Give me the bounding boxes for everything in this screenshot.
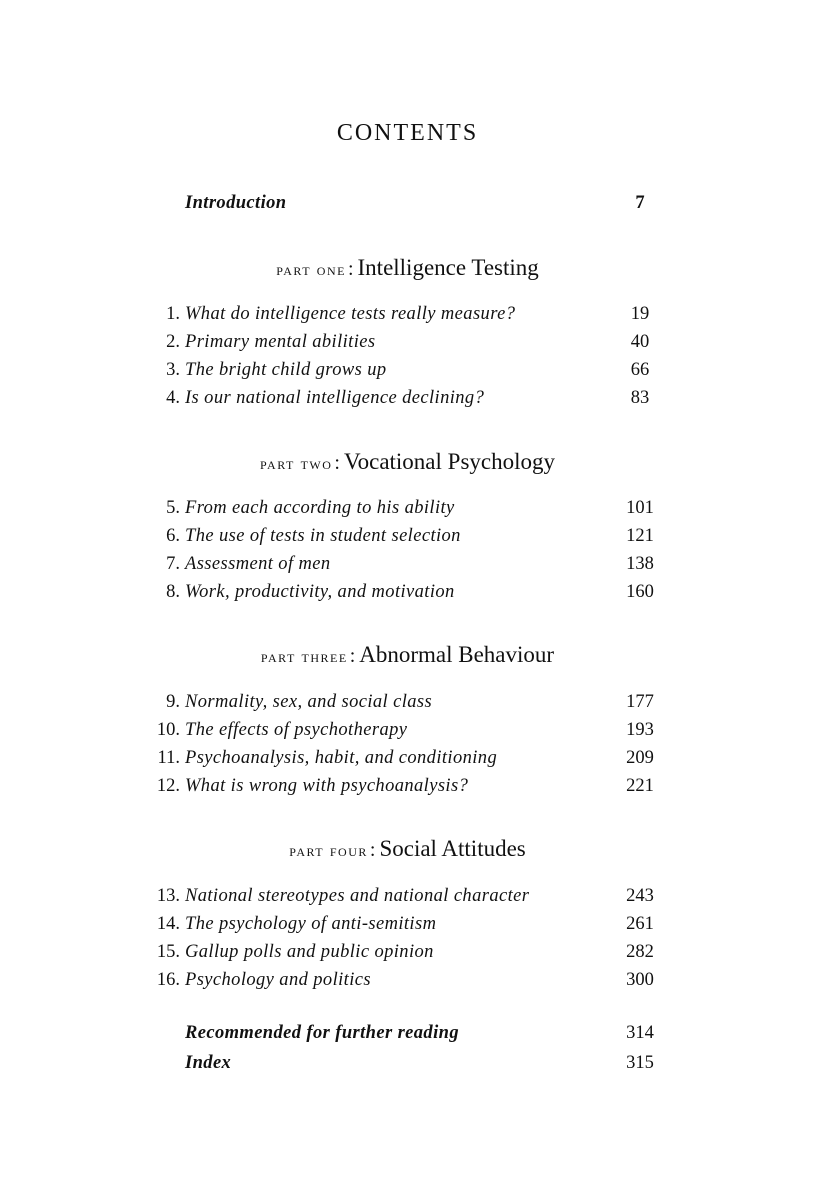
toc-entry[interactable] [0, 550, 840, 578]
chapter-title: Is our national intelligence declining? [185, 388, 485, 408]
entry-title: Recommended for further reading [185, 1023, 459, 1043]
toc-entry[interactable] [0, 744, 840, 772]
chapter-number: 16. [156, 970, 180, 990]
toc-entry[interactable] [0, 300, 840, 328]
chapter-number: 6. [166, 526, 180, 546]
chapter-page-number: 193 [626, 720, 654, 740]
part-heading-one: part one : Intelligence Testing [276, 255, 539, 280]
page-title: CONTENTS [336, 120, 479, 146]
chapter-number: 3. [166, 360, 180, 380]
chapter-number: 4. [166, 388, 180, 408]
chapter-page-number: 160 [626, 582, 654, 602]
part-heading-three: part three : Abnormal Behaviour [260, 642, 555, 667]
chapter-page-number: 19 [630, 304, 650, 324]
part-label: part two [259, 454, 333, 473]
chapter-number: 10. [156, 720, 180, 740]
part-name: Intelligence Testing [357, 255, 539, 280]
toc-entry[interactable] [0, 356, 840, 384]
chapter-page-number: 261 [626, 914, 654, 934]
chapter-number: 2. [166, 332, 180, 352]
chapter-page-number: 300 [626, 970, 654, 990]
toc-entry[interactable] [0, 578, 840, 606]
chapter-title: Psychoanalysis, habit, and conditioning [185, 748, 498, 768]
part-name: Vocational Psychology [343, 449, 556, 474]
chapter-page-number: 243 [626, 886, 654, 906]
part-heading-four: part four : Social Attitudes [289, 836, 526, 861]
chapter-title: National stereotypes and national character [185, 886, 530, 906]
chapter-number: 14. [156, 914, 180, 934]
entry-page-number: 7 [635, 193, 645, 213]
toc-entry-introduction[interactable] [0, 189, 840, 217]
toc-entry[interactable] [0, 772, 840, 800]
chapter-page-number: 221 [626, 776, 654, 796]
chapter-title: Normality, sex, and social class [185, 692, 433, 712]
part-label: part one [276, 260, 346, 279]
entry-title: Introduction [185, 193, 287, 213]
chapter-title: The use of tests in student selection [185, 526, 461, 546]
entry-page-number: 314 [626, 1023, 654, 1043]
chapter-page-number: 66 [630, 360, 650, 380]
chapter-number: 1. [166, 304, 180, 324]
toc-entry[interactable] [0, 522, 840, 550]
chapter-title: The psychology of anti-semitism [185, 914, 437, 934]
chapter-page-number: 40 [630, 332, 650, 352]
part-name: Social Attitudes [379, 836, 526, 861]
part-label: part four [289, 841, 368, 860]
part-name: Abnormal Behaviour [359, 642, 555, 667]
chapter-title: Gallup polls and public opinion [185, 942, 434, 962]
chapter-title: The bright child grows up [185, 360, 387, 380]
entry-page-number: 315 [626, 1053, 654, 1073]
toc-entry[interactable] [0, 688, 840, 716]
part-label: part three [260, 647, 348, 666]
chapter-page-number: 101 [626, 498, 654, 518]
part-heading-two: part two : Vocational Psychology [259, 449, 556, 474]
toc-entry[interactable] [0, 716, 840, 744]
toc-entry-index[interactable] [0, 1049, 840, 1077]
entry-title: Index [185, 1053, 232, 1073]
chapter-title: Assessment of men [185, 554, 331, 574]
chapter-page-number: 83 [630, 388, 650, 408]
chapter-title: Psychology and politics [185, 970, 371, 990]
chapter-number: 15. [156, 942, 180, 962]
chapter-title: From each according to his ability [185, 498, 455, 518]
toc-entry[interactable] [0, 328, 840, 356]
chapter-number: 13. [156, 886, 180, 906]
chapter-title: What do intelligence tests really measure? [185, 304, 516, 324]
chapter-number: 8. [166, 582, 180, 602]
toc-entry[interactable] [0, 910, 840, 938]
toc-entry[interactable] [0, 384, 840, 412]
chapter-page-number: 177 [626, 692, 654, 712]
chapter-page-number: 282 [626, 942, 654, 962]
chapter-number: 11. [157, 748, 180, 768]
chapter-title: The effects of psychotherapy [185, 720, 408, 740]
toc-entry[interactable] [0, 882, 840, 910]
chapter-number: 7. [166, 554, 180, 574]
chapter-title: What is wrong with psychoanalysis? [185, 776, 469, 796]
toc-entry[interactable] [0, 938, 840, 966]
toc-entry[interactable] [0, 494, 840, 522]
chapter-number: 12. [156, 776, 180, 796]
chapter-page-number: 209 [626, 748, 654, 768]
toc-entry[interactable] [0, 966, 840, 994]
toc-entry-further-reading[interactable] [0, 1019, 840, 1047]
chapter-page-number: 121 [626, 526, 654, 546]
chapter-page-number: 138 [626, 554, 654, 574]
chapter-number: 9. [166, 692, 180, 712]
chapter-title: Work, productivity, and motivation [185, 582, 455, 602]
chapter-title: Primary mental abilities [185, 332, 376, 352]
chapter-number: 5. [166, 498, 180, 518]
